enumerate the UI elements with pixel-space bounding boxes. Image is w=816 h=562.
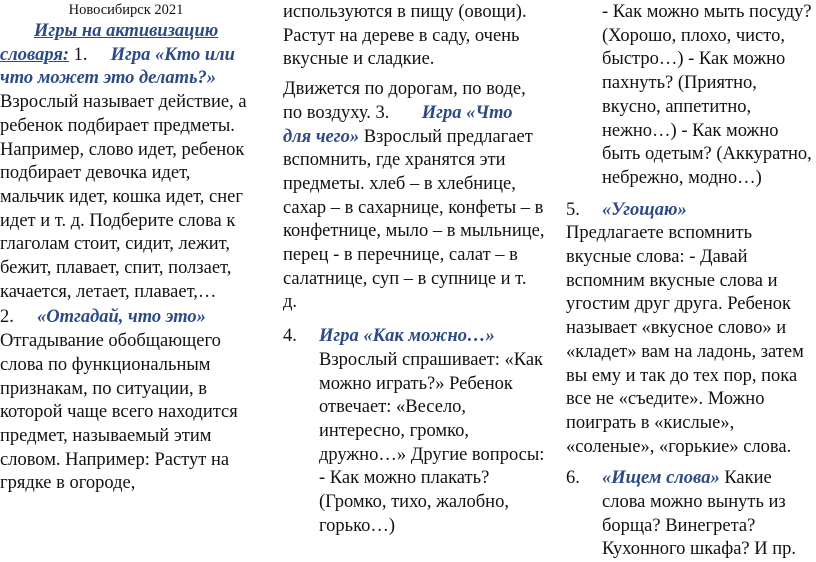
game-1-number: 1.	[73, 44, 88, 65]
game-3-paragraph	[283, 78, 545, 315]
game-3-number: 3.	[375, 102, 390, 123]
game-6-number: 6.	[566, 468, 580, 489]
game-4-text: Взрослый спрашивает: «Как можно играть?» Ребенок отвечает: «Весело, интересно, громко, дружно…» Другие вопросы: - Как можно плакать? (Громко, тихо, жалобно, горько…)	[319, 349, 545, 536]
game-1-paragraph	[0, 20, 252, 304]
game-4-continued: - Как можно мыть посуду? (Хорошо, плохо, чисто, быстро…) - Как можно пахнуть? (Приятно, вкусно, аппетитно, нежно…) - Как можно быть одетым? (Аккуратно, небрежно, модно…)	[602, 2, 812, 188]
game-2-paragraph	[0, 306, 252, 496]
game-3-text: Взрослый предлагает вспомнить, где хранятся эти предметы. хлеб – в хлебнице, сахар – в сахарнице, конфеты – в конфетнице, мыло – в мыльнице, перец - в перечнице, салат – в салатнице, суп – в супнице и т. д.	[283, 126, 545, 313]
city-year: Новосибирск 2021	[68, 2, 184, 18]
moves-text: Движется по дорогам, по воде, по воздуху.	[283, 79, 526, 123]
game-1-text: Взрослый называет действие, а ребенок подбирает предметы. Например, слово идет, ребенок подбирает девочка идет, мальчик идет, кошка идет, снег идет и т. д. Подберите слова к глаголам стоит, сидит, лежит, бежит, плавает, спит, ползает, качается, летает, плавает,…	[0, 92, 247, 302]
game-4-title: Игра «Как можно…»	[319, 326, 495, 347]
game-4-paragraph	[319, 325, 545, 538]
game-2-title: «Отгадай, что это»	[37, 307, 206, 328]
section-heading: Игры на активизацию словаря:	[0, 21, 219, 65]
game-5-number: 5.	[566, 199, 580, 220]
game-4-number: 4.	[283, 326, 297, 347]
game-5-item	[566, 199, 816, 223]
game-6-item	[566, 467, 816, 562]
game-6-title: «Ищем слова»	[602, 468, 720, 489]
column-left	[0, 0, 252, 496]
game-5-title: «Угощаю»	[602, 199, 687, 220]
game-6-paragraph	[602, 467, 816, 562]
game-6-text: Какие слова можно вынуть из борща? Винегрета? Кухонного шкафа? И пр.	[602, 468, 797, 560]
game-1-title: Игра «Кто или что может это делать?»	[0, 44, 235, 89]
game-3-title: Игра «Что для чего»	[283, 102, 513, 147]
game-4-item	[283, 325, 545, 538]
game-2-text: Отгадывание обобщающего слова по функциональным признакам, по ситуации, в которой чаще всего находится предмет, называемый этим словом. Например: Растут на грядке в огороде,	[0, 331, 238, 494]
game-5-text: Предлагаете вспомнить вкусные слова: - Давай вспомним вкусные слова и угостим друг друга. Ребенок называет «вкусное слово» и «кладет» вам на ладонь, затем вы ему и так до тех пор, пока все не «съедите». Можно поиграть в «кислые», «соленые», «горькие» слова.	[566, 223, 804, 457]
column-right	[566, 0, 816, 562]
column-middle	[283, 0, 545, 538]
game-2-number: 2.	[0, 307, 14, 328]
game-2-continued: используются в пищу (овощи). Растут на дереве в саду, очень вкусные и сладкие.	[283, 2, 527, 70]
